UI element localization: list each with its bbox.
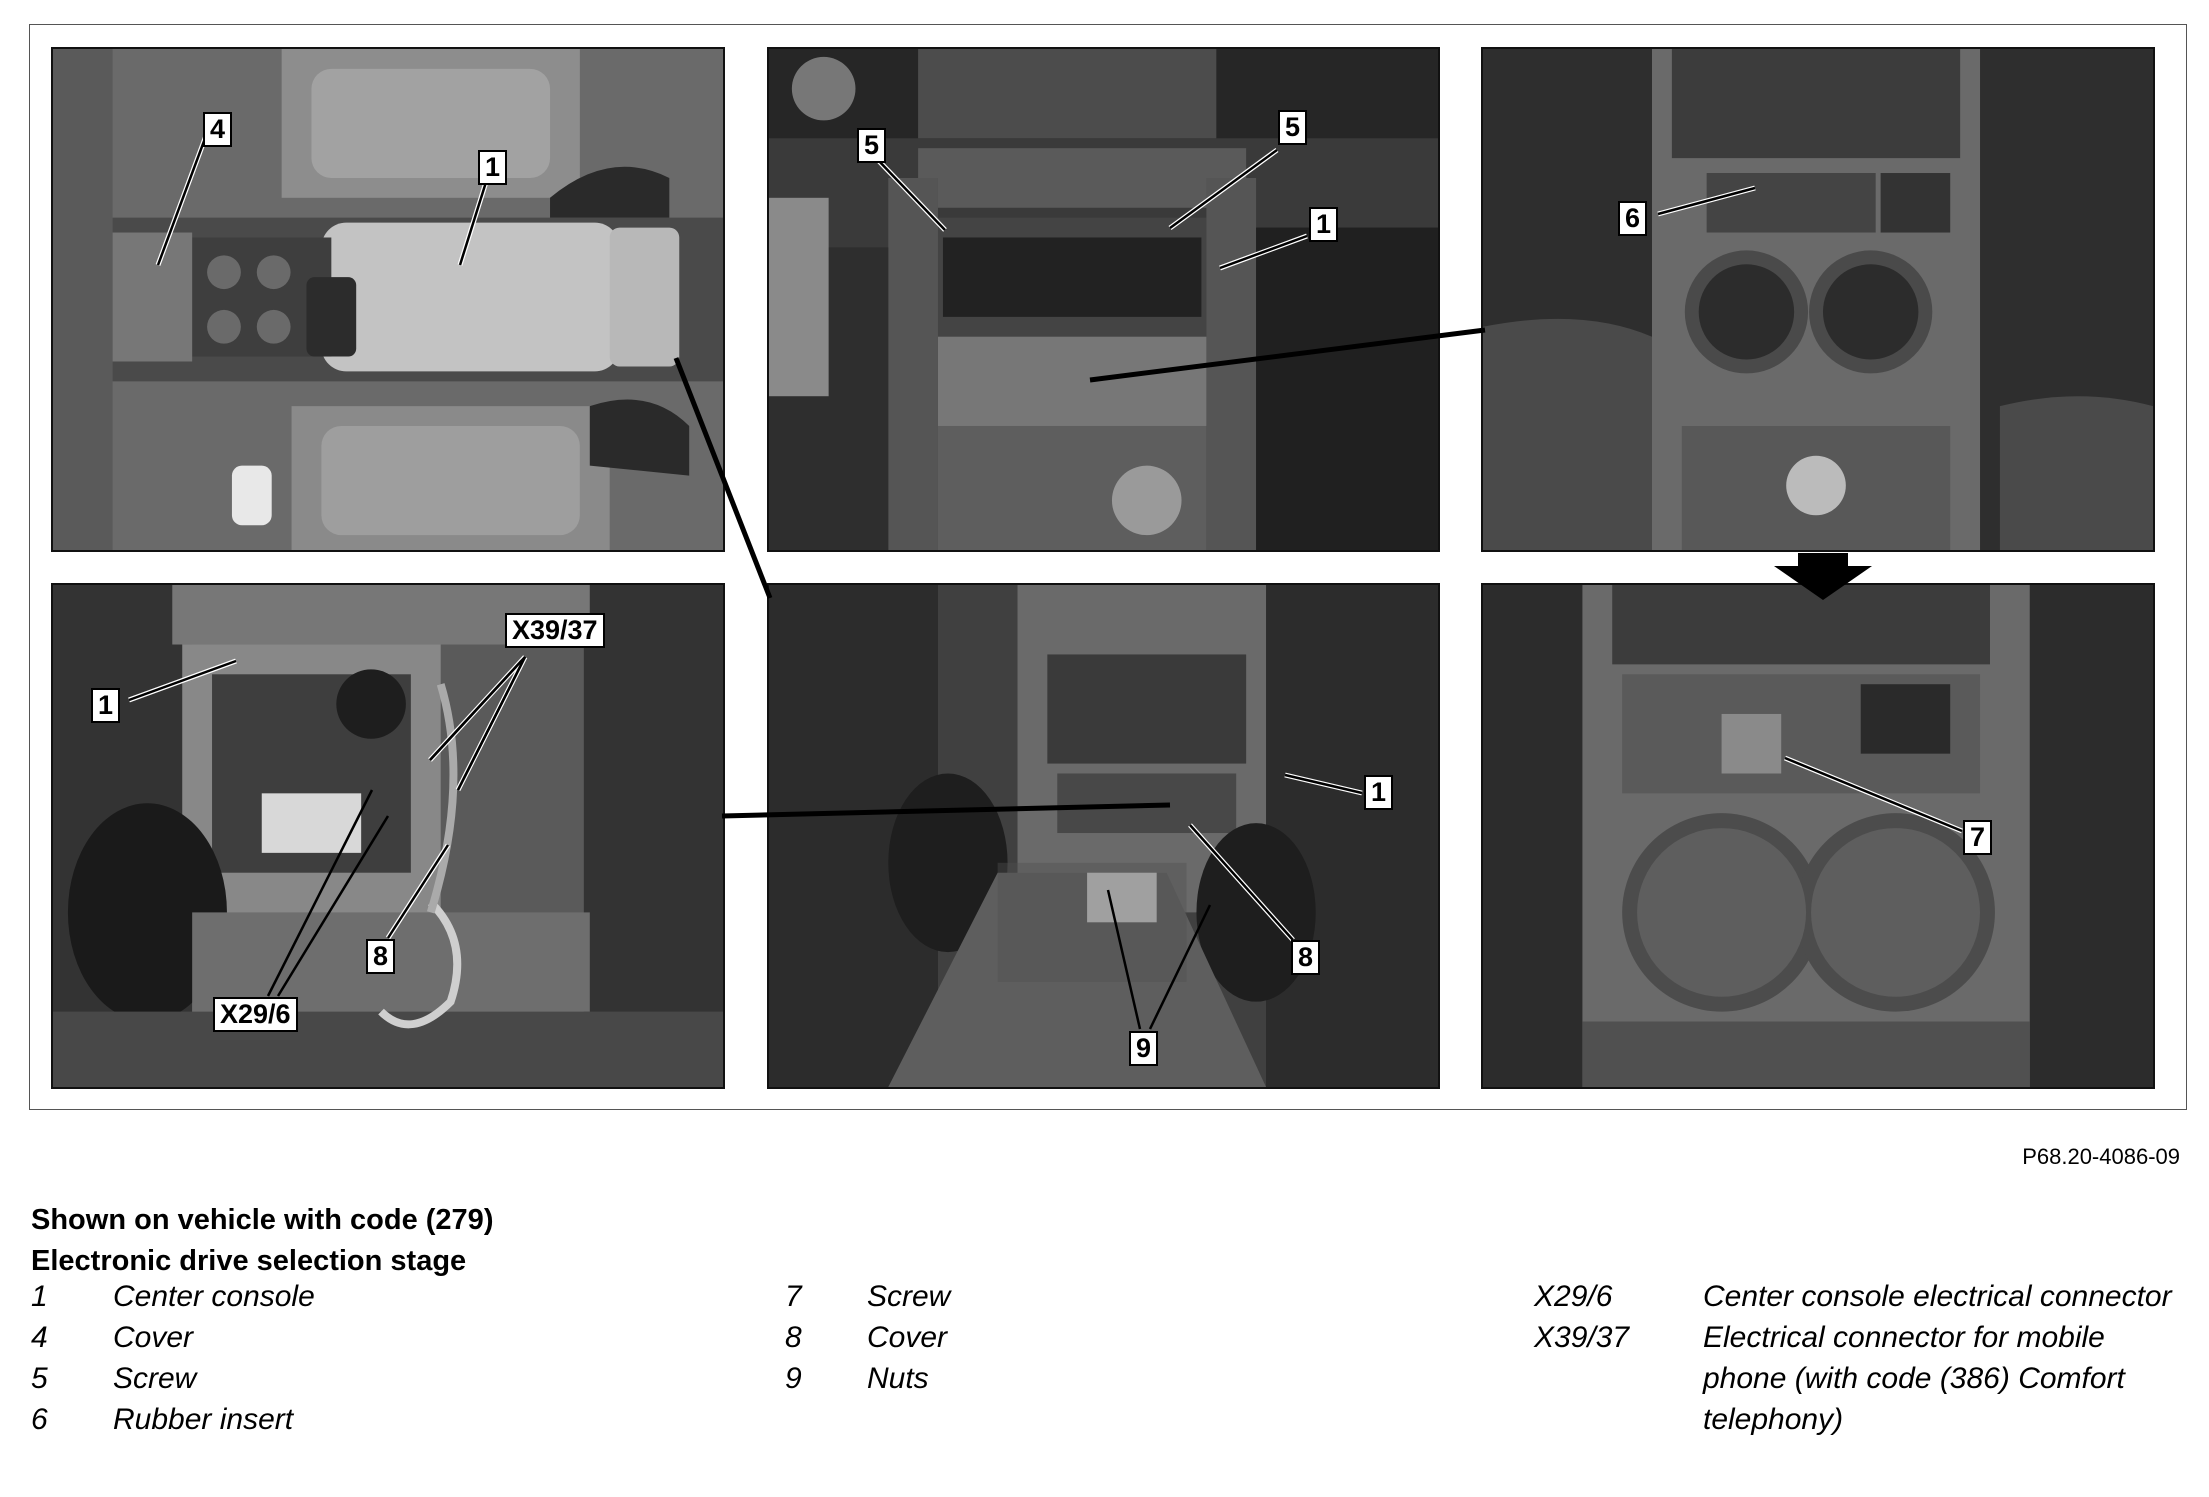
legend-item [1534,1317,2173,1440]
callout-X29-6: X29/6 [213,997,298,1032]
callout-8: 8 [366,939,395,974]
legend-key: 6 [31,1403,48,1436]
legend-text: Nuts [867,1362,929,1395]
photo-connectors-closeup [51,583,725,1089]
caption-line-1: Shown on vehicle with code (279) [31,1204,494,1236]
legend-text: Center console [113,1280,315,1313]
legend-text: Cover [113,1321,194,1354]
legend-key: 4 [31,1321,48,1354]
callout-4: 4 [203,112,232,147]
legend-text: Rubber insert [113,1403,294,1436]
legend-item [31,1317,315,1358]
legend-key: 8 [785,1321,802,1354]
photo-dashboard-screws [767,47,1440,552]
photo-center-console-overview [51,47,725,552]
photo-cover-and-nuts [767,583,1440,1089]
legend-text: Screw [113,1362,197,1395]
photo-screw-under-insert [1481,583,2155,1089]
figure-id: P68.20-4086-09 [2022,1144,2180,1169]
callout-8: 8 [1291,940,1320,975]
callout-7: 7 [1963,820,1992,855]
legend-key: X39/37 [1534,1321,1630,1354]
callout-X39-37: X39/37 [505,613,605,648]
legend-column-3 [1534,1276,2173,1440]
legend-key: 7 [785,1280,802,1313]
legend-item [31,1399,315,1440]
legend-item [785,1358,950,1399]
legend-item [31,1358,315,1399]
legend-key: X29/6 [1534,1280,1613,1313]
callout-5-right: 5 [1278,110,1307,145]
callout-9: 9 [1129,1031,1158,1066]
legend-item [31,1276,315,1317]
legend-item [785,1276,950,1317]
callout-6: 6 [1618,201,1647,236]
legend-key: 5 [31,1362,48,1395]
legend-column-1 [31,1276,315,1440]
caption [31,1200,493,1282]
legend-text: Cover [867,1321,948,1354]
callout-5-left: 5 [857,128,886,163]
legend-item [1534,1276,2173,1317]
caption-line-2: Electronic drive selection stage [31,1245,467,1277]
callout-1: 1 [478,150,507,185]
legend-text: Center console electrical connector [1703,1280,2172,1313]
legend-key: 1 [31,1280,48,1313]
legend-item [785,1317,950,1358]
photo-rubber-insert [1481,47,2155,552]
legend-key: 9 [785,1362,802,1395]
callout-1: 1 [1309,207,1338,242]
callout-1: 1 [1364,775,1393,810]
legend-column-2 [785,1276,950,1399]
legend-text: Electrical connector for mobile phone (with code (386) Comfort telephony) [1703,1321,2125,1436]
legend-text: Screw [867,1280,951,1313]
callout-1: 1 [91,688,120,723]
